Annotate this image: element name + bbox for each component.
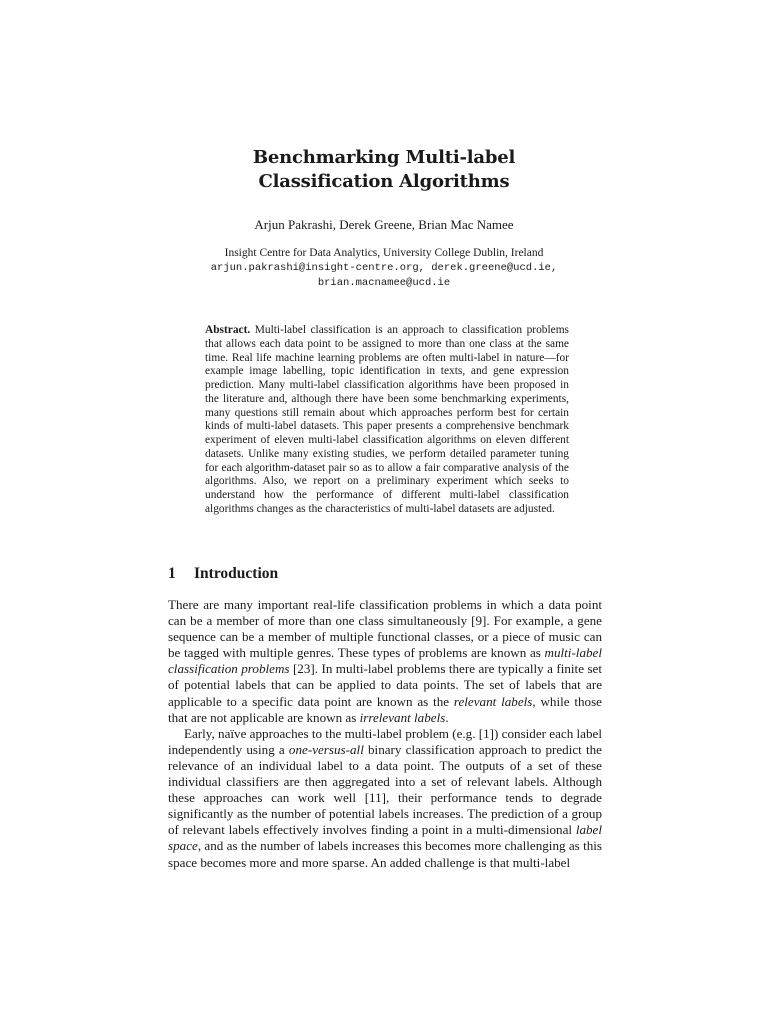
paragraph-1-emphasis-b: relevant labels (453, 693, 533, 709)
paragraph-1-emphasis-a: multi-label classification problems (168, 645, 602, 677)
paragraph-1-text-c: , while those that are not applicable are known as (168, 693, 602, 725)
section-heading (168, 564, 608, 584)
abstract (205, 324, 569, 517)
paragraph-2 (168, 726, 602, 871)
author-emails-line-2: brian.macnamee@ucd.ie (317, 277, 451, 289)
author-emails-line-1: arjun.pakrashi@insight-centre.org, derek.greene@ucd.ie, (210, 262, 558, 274)
paragraph-1-text-d: . (445, 709, 449, 725)
paragraph-2-text-c: , and as the number of labels increases this becomes more challenging as this space becomes more and more sparse. An added challenge is that multi-label (168, 838, 602, 870)
paper-title (0, 146, 768, 194)
section-title: Introduction (194, 565, 279, 582)
paragraph-1-text-a: There are many important real-life classification problems in which a data point can be a member of more than one class simultaneously [9]. For example, a gene sequence can be a member of multiple functional classes, or a piece of music can be tagged with multiple genres. These types of problems are known as (168, 597, 602, 661)
abstract-text: Multi-label classification is an approach to classification problems that allows each data point to be assigned to more than one class at the same time. Real life machine learning problems are often multi-label in nature—for example image labelling, topic identification in texts, and gene expression prediction. Many multi-label classification algorithms have been proposed in the literature and, although there have been some benchmarking experiments, many questions still remain about which approaches perform best for certain kinds of multi-label datasets. This paper presents a comprehensive benchmark experiment of eleven multi-label classification algorithms on eleven different datasets. Unlike many existing studies, we perform detailed parameter tuning for each algorithm-dataset pair so as to allow a fair comparative analysis of the algorithms. Also, we report on a preliminary experiment which seeks to understand how the performance of different multi-label classification algorithms changes as the characteristics of multi-label datasets are adjusted. (205, 324, 569, 515)
paragraph-1 (168, 597, 602, 726)
author-affiliation (0, 246, 768, 291)
paragraph-2-emphasis-b: label space (168, 822, 602, 854)
paper-title-line-1: Benchmarking Multi-label (252, 147, 516, 168)
paragraph-2-text-b: binary classification approach to predict the relevance of an individual label to a data point. The outputs of a set of these individual classifiers are then aggregated into a set of relevant labels. Although these approaches can work well [11], their performance tends to degrade significantly as the number of potential labels increases. The prediction of a group of relevant labels effectively involves finding a point in a multi-dimensional (168, 741, 602, 838)
affiliation-text: Insight Centre for Data Analytics, University College Dublin, Ireland (224, 247, 544, 259)
paragraph-1-text-b: [23]. In multi-label problems there are typically a finite set of potential labels that can be applied to data points. The set of labels that are applicable to a specific data point are known as the (168, 661, 602, 709)
abstract-label: Abstract. (205, 324, 251, 336)
paragraph-2-emphasis-a: one-versus-all (288, 741, 364, 757)
section-number: 1 (168, 565, 176, 582)
paper-title-line-2: Classification Algorithms (258, 171, 510, 192)
paragraph-1-emphasis-c: irrelevant labels (359, 709, 446, 725)
paragraph-2-text-a: Early, naïve approaches to the multi-label problem (e.g. [1]) consider each label independently using a (168, 725, 602, 757)
paper-authors: Arjun Pakrashi, Derek Greene, Brian Mac Namee (254, 217, 514, 232)
section-body (168, 597, 602, 871)
